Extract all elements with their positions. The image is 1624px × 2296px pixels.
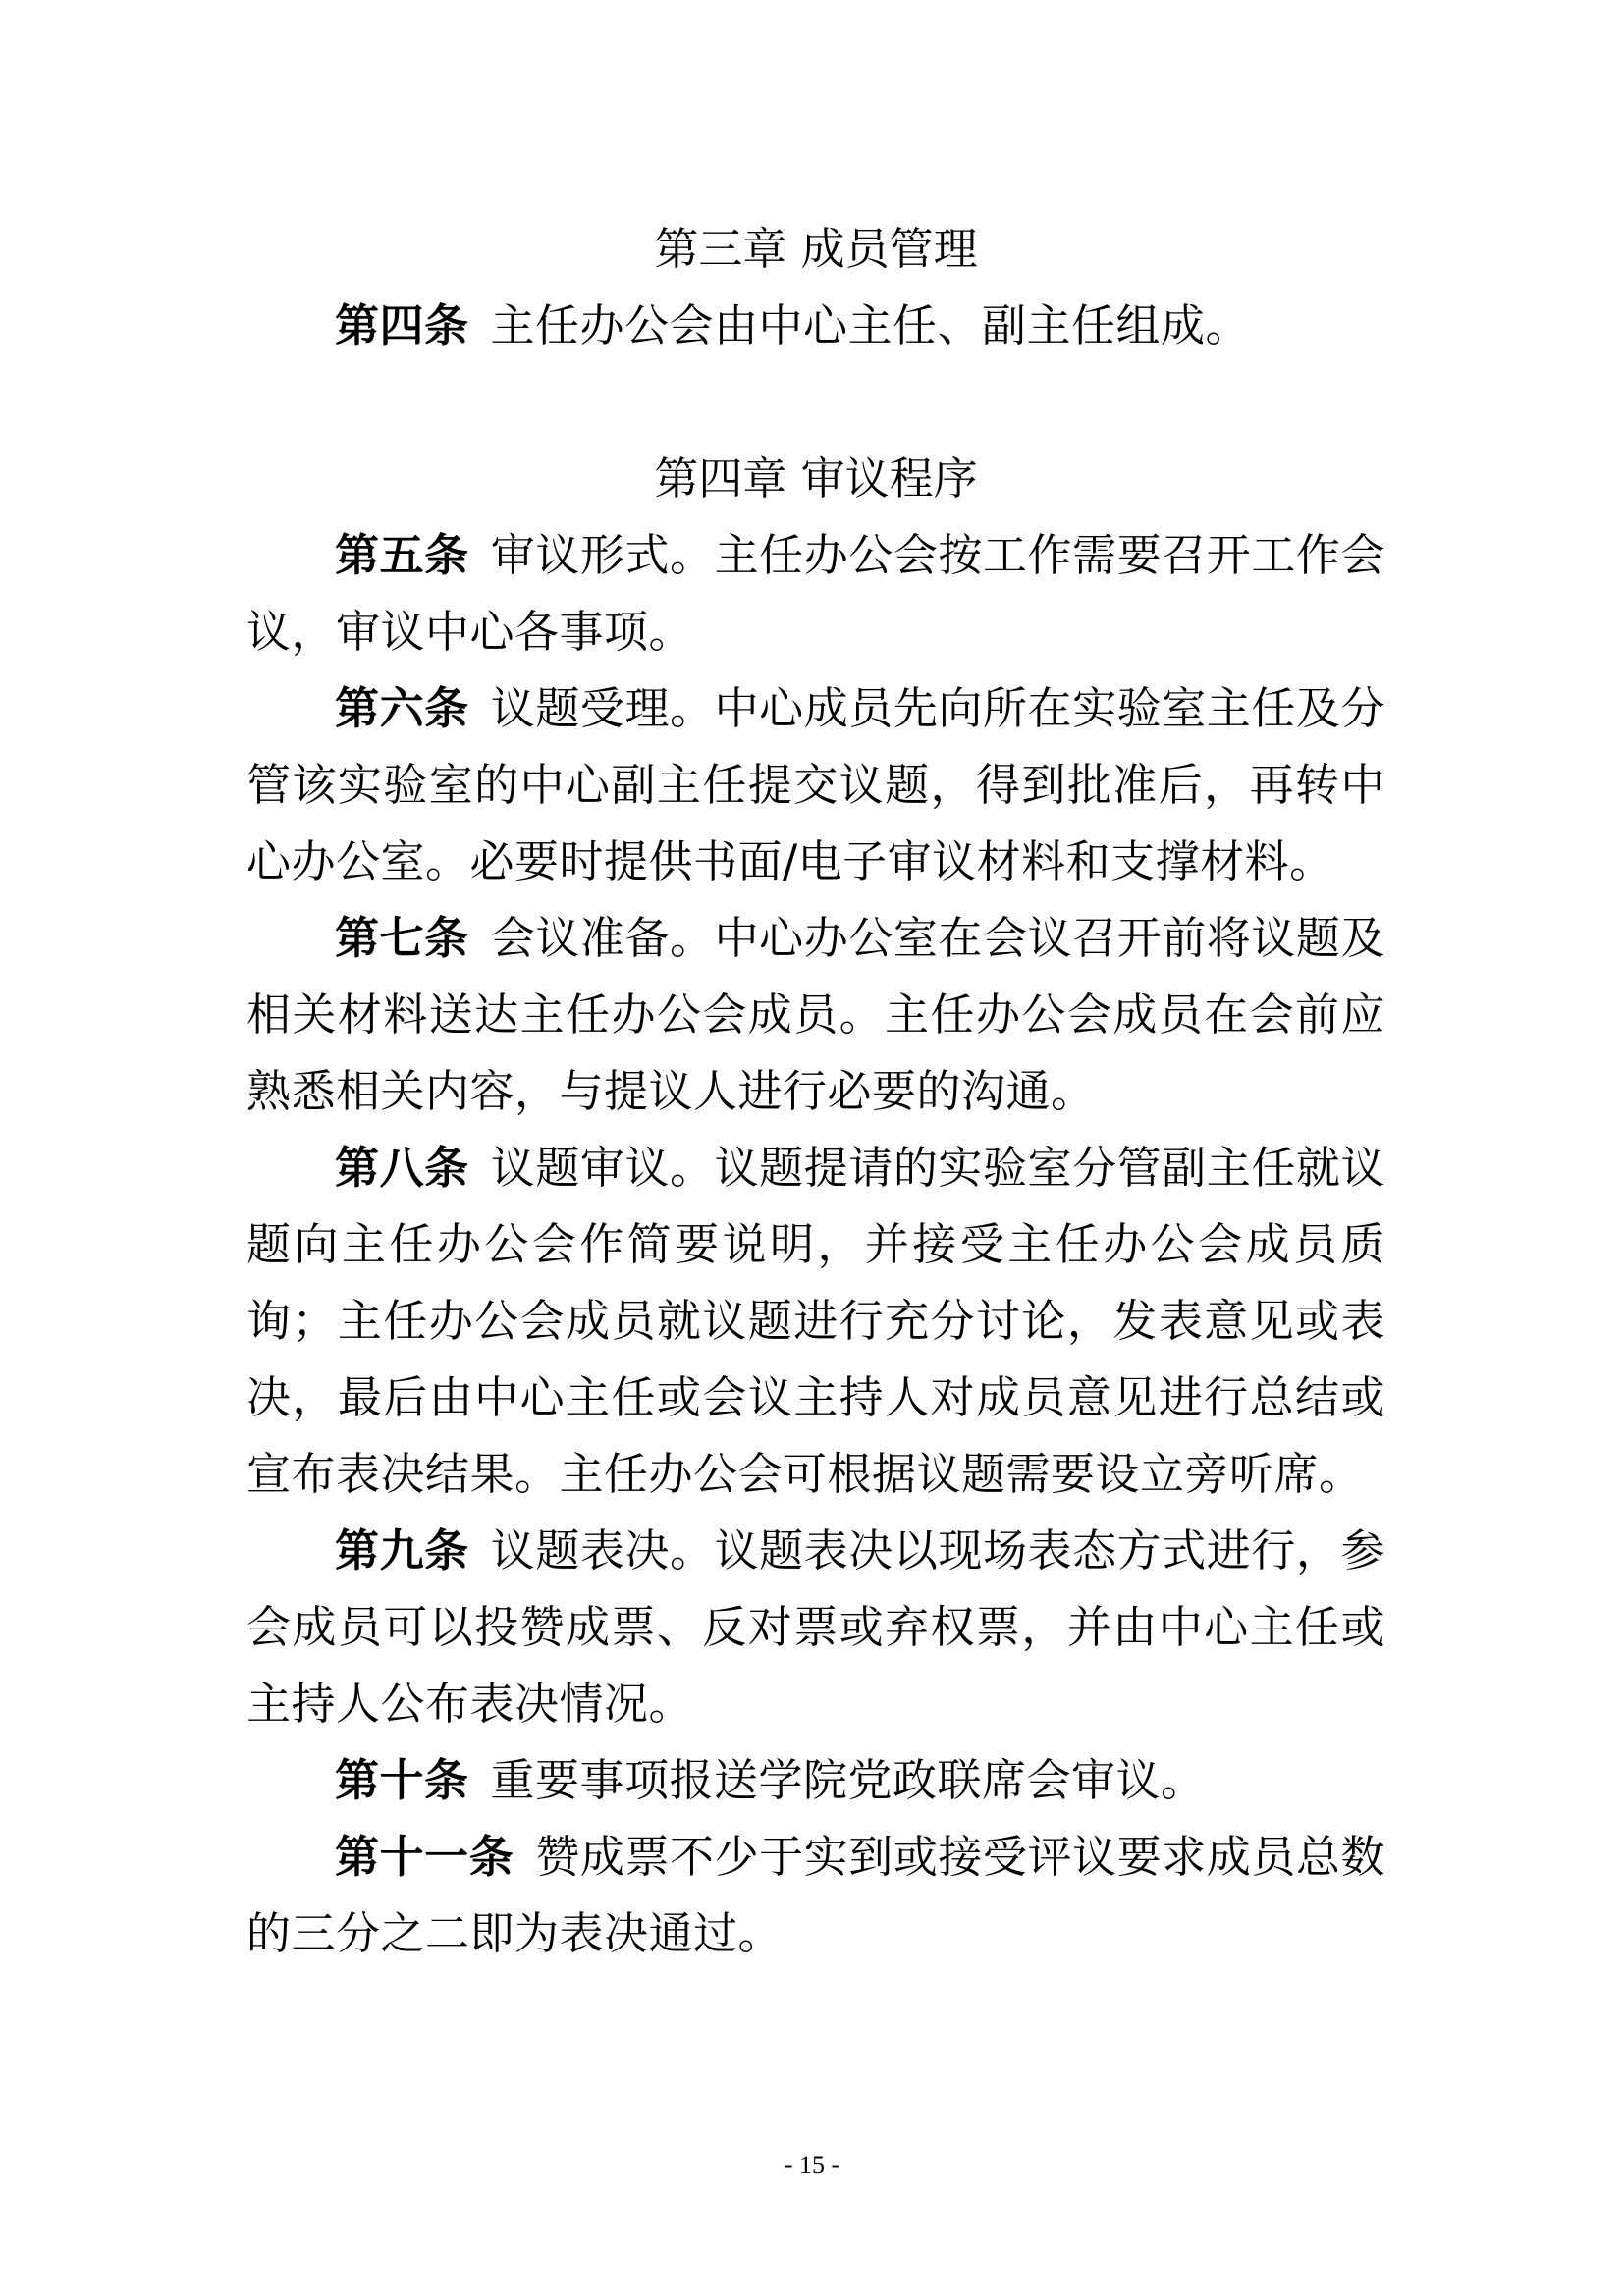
article-number: 第八条	[335, 1142, 469, 1194]
article-number: 第五条	[335, 529, 469, 581]
document-body	[246, 211, 1385, 1972]
article-number: 第九条	[335, 1524, 469, 1576]
article-text: 主任办公会由中心主任、副主任组成。	[490, 299, 1251, 351]
article-4	[246, 288, 1385, 364]
section-gap	[246, 364, 1385, 441]
article-7	[246, 900, 1385, 1130]
article-6	[246, 670, 1385, 900]
article-text: 审议形式。主任办公会按工作需要召开工作会议，审议中心各事项。	[246, 529, 1385, 658]
page-number: - 15 -	[784, 2151, 840, 2179]
article-text: 赞成票不少于实到或接受评议要求成员总数的三分之二即为表决通过。	[246, 1831, 1385, 1959]
article-11	[246, 1819, 1385, 1972]
article-number: 第七条	[335, 912, 469, 964]
article-text: 重要事项报送学院党政联席会审议。	[490, 1754, 1206, 1806]
article-number: 第十条	[335, 1754, 469, 1806]
article-text: 会议准备。中心办公室在会议召开前将议题及相关材料送达主任办公会成员。主任办公会成员在会前应熟悉相关内容，与提议人进行必要的沟通。	[246, 912, 1385, 1117]
article-5	[246, 517, 1385, 670]
article-text: 议题表决。议题表决以现场表态方式进行，参会成员可以投赞成票、反对票或弃权票，并由中心主任或主持人公布表决情况。	[246, 1524, 1385, 1730]
article-text: 议题审议。议题提请的实验室分管副主任就议题向主任办公会作简要说明，并接受主任办公会成员质询；主任办公会成员就议题进行充分讨论，发表意见或表决，最后由中心主任或会议主持人对成员意见进行总结或宣布表决结果。主任办公会可根据议题需要设立旁听席。	[246, 1142, 1385, 1500]
article-number: 第十一条	[335, 1831, 514, 1883]
article-10	[246, 1742, 1385, 1819]
article-number: 第四条	[335, 299, 469, 351]
article-9	[246, 1513, 1385, 1742]
chapter-title: 第四章 审议程序	[654, 453, 978, 505]
article-8	[246, 1130, 1385, 1513]
chapter-title: 第三章 成员管理	[654, 223, 978, 275]
article-text: 议题受理。中心成员先向所在实验室主任及分管该实验室的中心副主任提交议题，得到批准后，再转中心办公室。必要时提供书面/电子审议材料和支撑材料。	[246, 682, 1385, 887]
article-number: 第六条	[335, 682, 469, 734]
